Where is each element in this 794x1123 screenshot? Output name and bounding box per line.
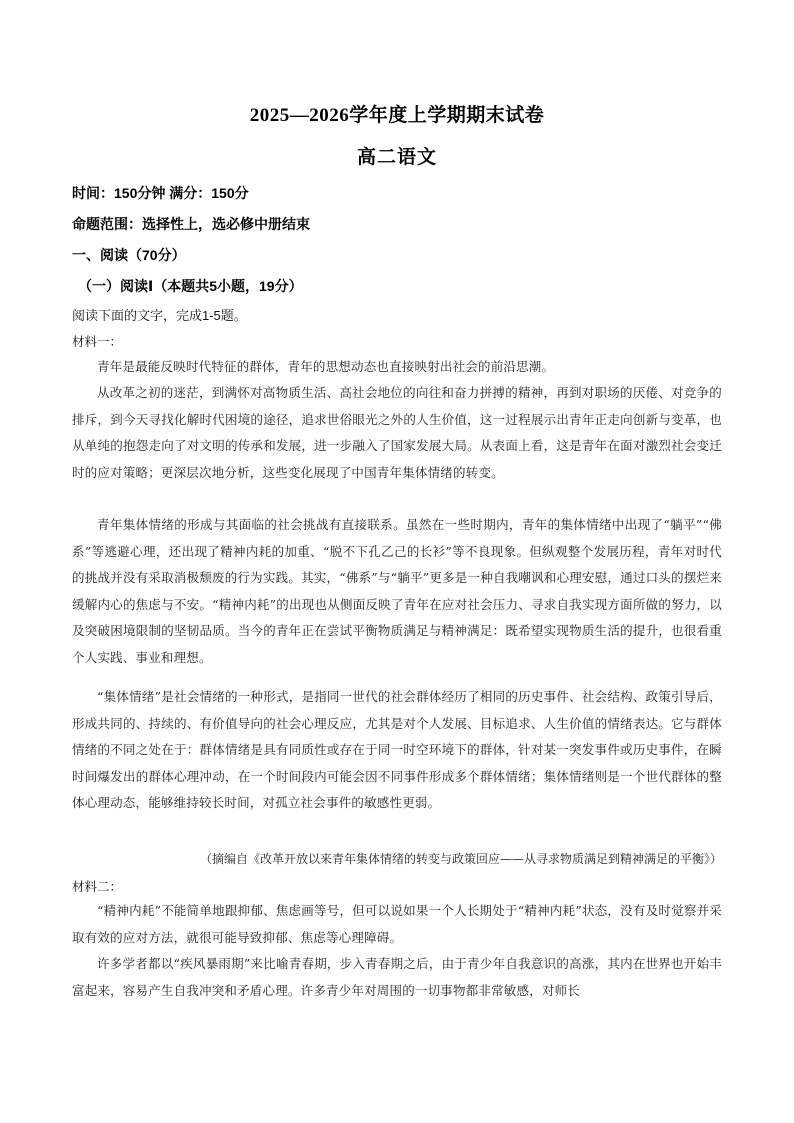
material1-source: （摘编自《改革开放以来青年集体情绪的转变与政策回应——从寻求物质满足到精神满足的平衡》） bbox=[199, 852, 722, 866]
material2-paragraph: “精神内耗”不能简单地跟抑郁、焦虑画等号，但可以说如果一个人长期处于“精神内耗”状态，没有及时觉察并采取有效的应对方法，就很可能导致抑郁、焦虑等心理障碍。 bbox=[72, 903, 722, 945]
material1-paragraph: “集体情绪”是社会情绪的一种形式，是指同一世代的社会群体经历了相同的历史事件、社会结构、政策引导后，形成共同的、持续的、有价值导向的社会心理反应，尤其是对个人发展、目标追求、人生价值的情绪表达。它与群体情绪的不同之处在于：群体情绪是具有同质性或存在于同一时空环境下的群体，针对某一突发事件或历史事件，在瞬时间爆发出的群体心理冲动，在一个时间段内可能会因不同事件形成多个群体情绪；集体情绪则是一个世代群体的整体心理动态，能够维持较长时间，对孤立社会事件的敏感性更弱。 bbox=[72, 689, 722, 810]
material2-label: 材料二： bbox=[72, 880, 123, 894]
material2-paragraph: 许多学者都以“疾风暴雨期”来比喻青春期，步入青春期之后，由于青少年自我意识的高涨，其内在世界也开始丰富起来，容易产生自我冲突和矛盾心理。许多青少年对周围的一切事物都非常敏感，对师长 bbox=[72, 956, 722, 998]
material1-paragraph: 从改革之初的迷茫，到满怀对高物质生活、高社会地位的向往和奋力拼搏的精神，再到对职场的厌倦、对竞争的排斥，到今天寻找化解时代困境的途径，追求世俗眼光之外的人生价值，这一过程展示出青年正走向创新与变革，也从单纯的抱怨走向了对文明的传承和发展，进一步融入了国家发展大局。从表面上看，这是青年在面对激烈社会变迁时的应对策略；更深层次地分析，这些变化展现了中国青年集体情绪的转变。 bbox=[72, 385, 722, 480]
subject-title: 高二语文 bbox=[356, 147, 437, 168]
instruction-text: 阅读下面的文字，完成1-5题。 bbox=[72, 308, 247, 323]
material1-paragraph: 青年是最能反映时代特征的群体，青年的思想动态也直接映射出社会的前沿思潮。 bbox=[97, 359, 555, 374]
material1-paragraph: 青年集体情绪的形成与其面临的社会挑战有直接联系。虽然在一些时期内，青年的集体情绪中出现了“躺平”“佛系”等逃避心理，还出现了精神内耗的加重、“脱不下孔乙己的长衫”等不良现象。但纵观整个发展历程，青年对时代的挑战并没有采取消极颓废的行为实践。其实，“佛系”与“躺平”更多是一种自我嘲讽和心理安慰，通过口头的摆烂来缓解内心的焦虑与不安。“精神内耗”的出现也从侧面反映了青年在应对社会压力、寻求自我实现方面所做的努力，以及突破困境限制的坚韧品质。当今的青年正在尝试平衡物质满足与精神满足：既希望实现物质生活的提升，也很看重个人实践、事业和理想。 bbox=[72, 517, 722, 665]
material1-label: 材料一： bbox=[72, 335, 123, 349]
exam-title: 2025—2026学年度上学期期末试卷 bbox=[249, 105, 545, 126]
section-heading: 一、阅读（70分） bbox=[72, 247, 186, 263]
subsection-heading: （一）阅读Ⅰ（本题共5小题，19分） bbox=[78, 278, 303, 294]
scope-line: 命题范围：选择性上，选必修中册结束 bbox=[72, 216, 310, 232]
time-score-line: 时间：150分钟 满分：150分 bbox=[72, 185, 249, 201]
